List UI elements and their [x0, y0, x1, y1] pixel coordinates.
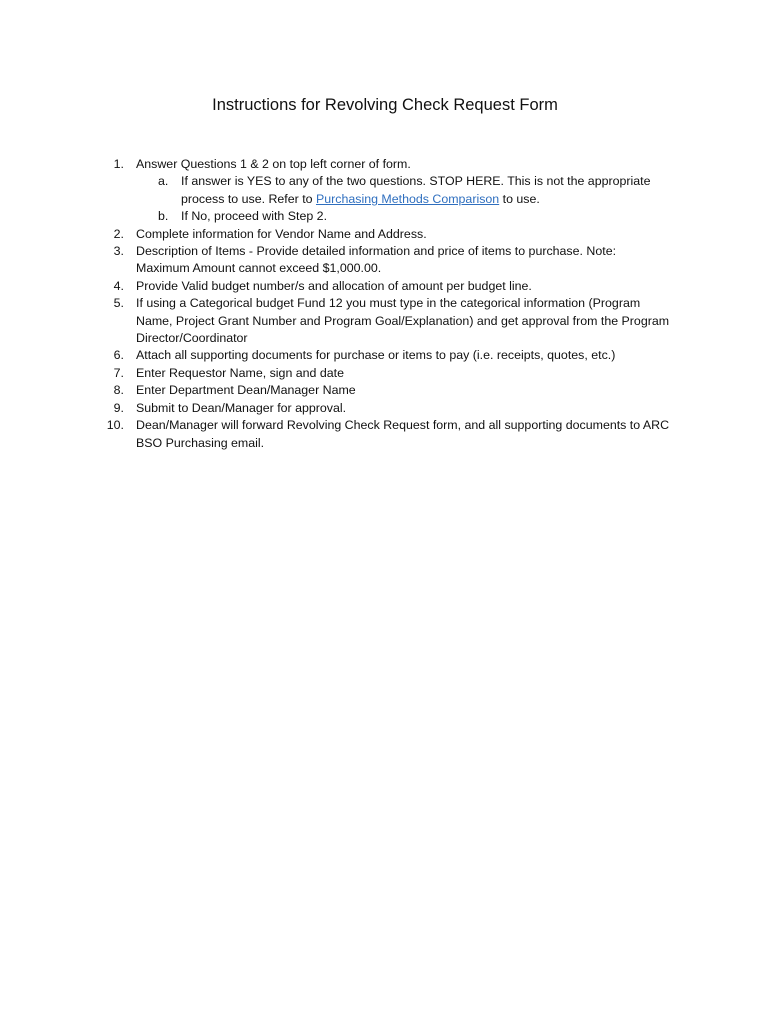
list-item-7 [100, 365, 670, 382]
list-item-text: Description of Items - Provide detailed information and price of items to purchase. Note: Maximum Amount cannot exceed $1,000.00. [136, 244, 617, 276]
list-item-8 [100, 382, 670, 399]
sub-item-letter: b. [158, 209, 169, 224]
list-item-3 [100, 243, 670, 278]
sub-list [136, 173, 670, 225]
list-item-text: Dean/Manager will forward Revolving Check Request form, and all supporting documents to ARC BSO Purchasing email. [136, 418, 670, 450]
list-item-text: Complete information for Vendor Name and Address. [136, 226, 427, 241]
document-title: Instructions for Revolving Check Request Form [212, 96, 558, 114]
list-item-text: Answer Questions 1 & 2 on top left corner of form. [136, 157, 411, 171]
list-item-text: Provide Valid budget number/s and allocation of amount per budget line. [136, 278, 532, 293]
list-item-2 [100, 226, 670, 243]
sub-item-a [136, 173, 670, 208]
purchasing-methods-comparison-link[interactable]: Purchasing Methods Comparison [315, 191, 500, 206]
sub-item-b [136, 208, 670, 225]
list-item-text: Attach all supporting documents for purchase or items to pay (i.e. receipts, quotes, etc.) [136, 348, 616, 363]
sub-item-text: If answer is YES to any of the two questions. STOP HERE. This is not the appropriate process to use. Refer to [181, 174, 651, 206]
list-number: 6. [113, 348, 124, 363]
list-number: 1. [113, 157, 124, 171]
list-item-text: Submit to Dean/Manager for approval. [136, 400, 347, 415]
list-number: 9. [113, 400, 124, 415]
list-item-9 [100, 400, 670, 417]
list-number: 7. [113, 365, 124, 380]
instructions-list [100, 156, 670, 452]
list-item-text: Enter Department Dean/Manager Name [136, 383, 356, 398]
list-item-text: Enter Requestor Name, sign and date [136, 365, 345, 380]
list-number: 4. [113, 278, 124, 293]
list-item-5 [100, 295, 670, 347]
sub-item-letter: a. [158, 174, 169, 189]
list-item-10 [100, 417, 670, 452]
list-number: 3. [113, 244, 124, 259]
list-number: 8. [113, 383, 124, 398]
list-item-4 [100, 278, 670, 295]
list-number: 5. [113, 296, 124, 311]
list-number: 2. [113, 226, 124, 241]
list-number: 10. [106, 418, 124, 433]
sub-item-text-end: to use. [499, 191, 540, 206]
list-item-6 [100, 347, 670, 364]
sub-item-text: If No, proceed with Step 2. [181, 209, 328, 224]
list-item-1 [100, 156, 670, 226]
list-item-text: If using a Categorical budget Fund 12 you must type in the categorical information (Program Name, Project Grant Number and Program Goal/Explanation) and get approval from the Program Director/Coordinator [136, 296, 670, 346]
